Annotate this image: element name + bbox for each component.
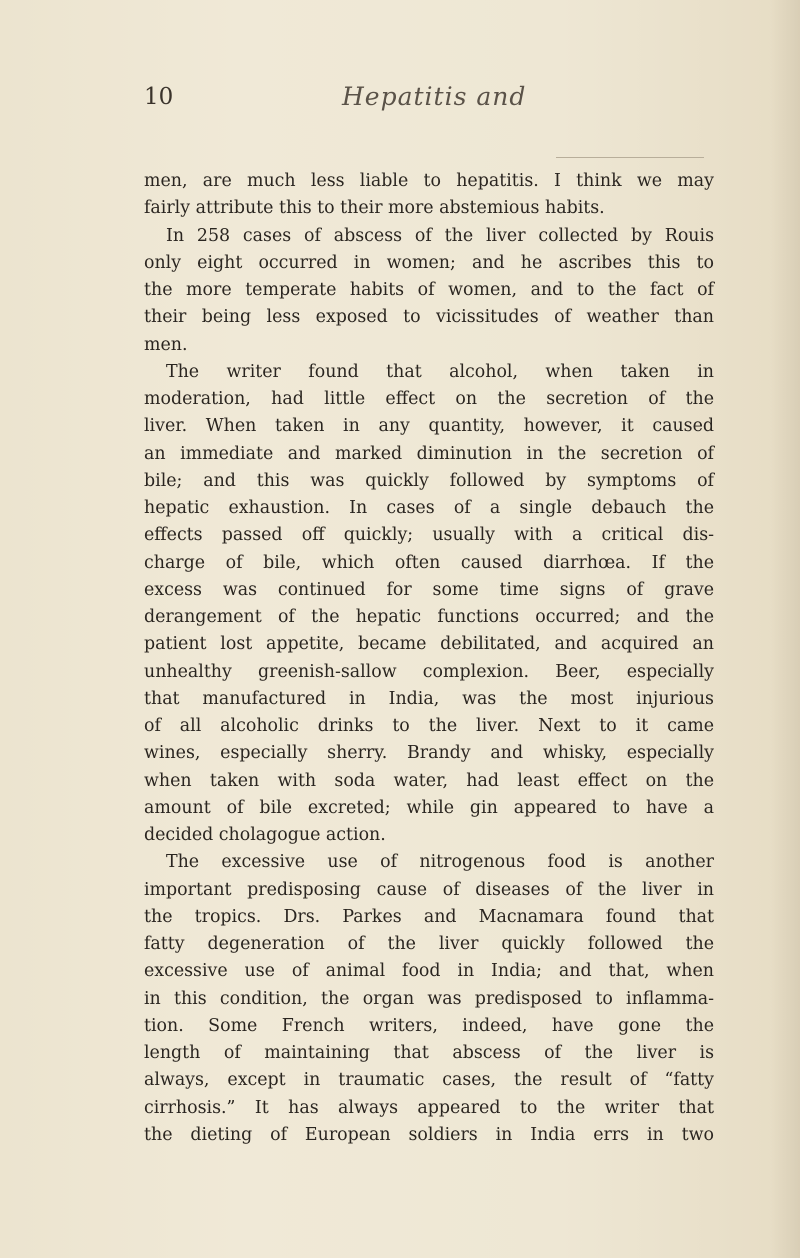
- text-line: amount of bile excreted; while gin appeared to have a: [144, 797, 714, 818]
- text-line: unhealthy greenish-sallow complexion. Beer, especially: [144, 661, 714, 682]
- text-line: decided cholagogue action.: [144, 825, 386, 845]
- text-line: fairly attribute this to their more abstemious habits.: [144, 198, 605, 219]
- page-number: 10: [144, 84, 174, 110]
- text-line: In 258 cases of abscess of the liver collected by Rouis: [166, 225, 714, 246]
- text-line: when taken with soda water, had least effect on the: [144, 770, 714, 791]
- text-line: effects passed off quickly; usually with a critical dis-: [144, 525, 714, 546]
- running-title: Hepatitis and: [342, 82, 527, 111]
- text-line: that manufactured in India, was the most injurious: [144, 688, 714, 709]
- text-line: only eight occurred in women; and he ascribes this to: [144, 252, 714, 273]
- text-line: excessive use of animal food in India; and that, when: [144, 961, 714, 982]
- text-line: derangement of the hepatic functions occurred; and the: [144, 607, 714, 627]
- text-line: patient lost appetite, became debilitated, and acquired an: [144, 634, 714, 655]
- text-line: The writer found that alcohol, when taken in: [166, 361, 714, 382]
- text-line: cirrhosis.” It has always appeared to the writer that: [144, 1097, 714, 1118]
- text-line: hepatic exhaustion. In cases of a single debauch the: [144, 498, 714, 518]
- text-line: always, except in traumatic cases, the result of “fatty: [144, 1070, 714, 1091]
- text-line: men, are much less liable to hepatitis. I think we may: [144, 171, 714, 191]
- body-text: [144, 168, 714, 1149]
- text-line: the tropics. Drs. Parkes and Macnamara found that: [144, 906, 714, 927]
- text-line: liver. When taken in any quantity, however, it caused: [144, 416, 714, 437]
- text-line: an immediate and marked diminution in the secretion of: [144, 443, 714, 464]
- text-line: The excessive use of nitrogenous food is another: [166, 852, 714, 873]
- text-line: excess was continued for some time signs of grave: [144, 579, 714, 600]
- text-line: fatty degeneration of the liver quickly followed the: [144, 934, 714, 954]
- running-head: [144, 78, 704, 118]
- text-line: charge of bile, which often caused diarrhœa. If the: [144, 552, 714, 573]
- page-edge-shadow: [770, 0, 800, 1258]
- text-line: men.: [144, 334, 188, 355]
- text-line: tion. Some French writers, indeed, have gone the: [144, 1015, 714, 1036]
- text-line: their being less exposed to vicissitudes of weather than: [144, 307, 714, 328]
- text-line: of all alcoholic drinks to the liver. Next to it came: [144, 716, 714, 736]
- text-line: wines, especially sherry. Brandy and whisky, especially: [144, 743, 714, 764]
- text-line: in this condition, the organ was predisposed to inflamma-: [144, 988, 714, 1009]
- header-rule: [556, 157, 704, 158]
- text-line: moderation, had little effect on the secretion of the: [144, 389, 714, 409]
- text-line: bile; and this was quickly followed by symptoms of: [144, 470, 714, 491]
- text-line: length of maintaining that abscess of the liver is: [144, 1043, 714, 1063]
- text-line: the dieting of European soldiers in India errs in two: [144, 1124, 714, 1145]
- text-line: the more temperate habits of women, and to the fact of: [144, 280, 714, 300]
- text-line: important predisposing cause of diseases of the liver in: [144, 879, 714, 900]
